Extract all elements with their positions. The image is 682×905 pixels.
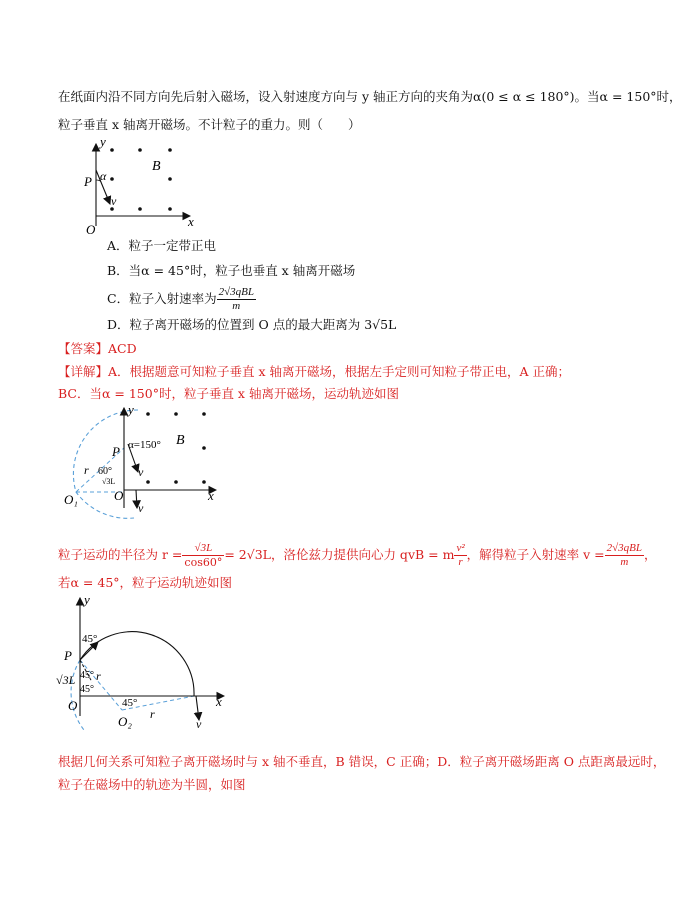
explain-line-4: 若α = 45°，粒子运动轨迹如图 xyxy=(58,575,233,590)
fig1-origin-label: O xyxy=(86,222,96,237)
speed-den: m xyxy=(620,556,629,568)
fig2-angle-label: α=150° xyxy=(128,439,161,451)
explain-line-6: 粒子在磁场中的轨迹为半圆，如图 xyxy=(58,777,246,792)
force-den: r xyxy=(458,556,463,568)
force-num: v² xyxy=(456,542,465,554)
question-line-2: 粒子垂直 x 轴离开磁场。不计粒子的重力。则（ ） xyxy=(58,117,361,132)
fig2-60-label: 60° xyxy=(98,466,112,477)
force-suffix: ，解得粒子入射速率 v = xyxy=(466,547,605,562)
option-c-fraction xyxy=(217,286,256,313)
figure-1 xyxy=(82,134,202,238)
fig3-45-label-1: 45° xyxy=(82,633,98,645)
speed-num: 2√3qBL xyxy=(606,542,643,554)
option-c-prefix: C．粒子入射速率为 xyxy=(107,291,217,306)
radius-mid: = 2√3L，洛伦兹力提供向心力 qvB = m xyxy=(224,547,455,562)
radius-num: √3L xyxy=(182,542,224,556)
fig2-v-label-1: v xyxy=(138,465,144,479)
fig3-45-label-2: 45° xyxy=(80,670,94,681)
fig3-sqrt3l-label: √3L xyxy=(56,673,76,687)
fig2-r-label: r xyxy=(84,463,89,477)
fig2-x-label: x xyxy=(208,488,214,503)
radius-den: cos60° xyxy=(184,556,223,569)
fig3-origin-label: O xyxy=(68,698,78,713)
option-a: A．粒子一定带正电 xyxy=(107,238,217,253)
option-c-num: 2√3qBL xyxy=(218,286,254,298)
fig2-p-label: P xyxy=(112,444,120,459)
radius-fraction xyxy=(182,542,224,569)
fig1-x-label: x xyxy=(188,214,194,229)
fig2-y-label: y xyxy=(128,402,134,417)
fig1-p-label: P xyxy=(84,174,92,189)
fig1-b-label: B xyxy=(152,159,161,174)
fig3-o2-label: O₂ xyxy=(118,714,132,729)
question-line-1: 在纸面内沿不同方向先后射入磁场，设入射速度方向与 y 轴正方向的夹角为α(0 ≤ α ≤ 180°)。当α = 150°时， xyxy=(58,89,682,104)
fig1-v-label: v xyxy=(111,194,117,208)
explain-line-1: 【详解】A．根据题意可知粒子垂直 x 轴离开磁场，根据左手定则可知粒子带正电，A 正确； xyxy=(58,364,571,379)
figure-2 xyxy=(58,404,228,520)
fig3-45-label-3: 45° xyxy=(80,684,94,695)
option-c-den: m xyxy=(232,300,241,312)
fig1-alpha-label: α xyxy=(100,169,107,183)
option-b: B．当α = 45°时，粒子也垂直 x 轴离开磁场 xyxy=(107,263,356,278)
fig3-45-label-4: 45° xyxy=(122,697,138,709)
figure-3 xyxy=(56,594,232,734)
fig2-b-label: B xyxy=(176,433,185,448)
field-dots xyxy=(110,148,172,211)
fig3-p-label: P xyxy=(64,648,72,663)
explain-formula-line xyxy=(58,540,657,570)
speed-end: ， xyxy=(644,547,657,562)
fig1-y-label: y xyxy=(100,134,106,149)
fig2-sqrt3l-label: √3L xyxy=(102,477,116,486)
fig3-r-label-2: r xyxy=(150,707,155,721)
speed-fraction xyxy=(605,542,644,569)
fig3-y-label: y xyxy=(84,592,90,607)
explain-line-5: 根据几何关系可知粒子离开磁场时与 x 轴不垂直，B 错误，C 正确；D．粒子离开磁场距离 O 点距离最远时， xyxy=(58,754,666,769)
fig2-v-label-2: v xyxy=(138,501,144,515)
fig3-x-label: x xyxy=(216,694,222,709)
answer: 【答案】ACD xyxy=(58,341,137,356)
force-fraction xyxy=(454,542,466,569)
option-d: D．粒子离开磁场的位置到 O 点的最大距离为 3√5L xyxy=(107,317,397,332)
explain-line-2: BC．当α = 150°时，粒子垂直 x 轴离开磁场，运动轨迹如图 xyxy=(58,386,399,401)
fig3-r-label-1: r xyxy=(96,669,101,683)
radius-prefix: 粒子运动的半径为 r = xyxy=(58,547,183,562)
fig3-v-label: v xyxy=(196,717,202,731)
fig2-origin-label: O xyxy=(114,488,124,503)
fig2-o1-label: O₁ xyxy=(64,492,78,507)
option-c xyxy=(107,284,256,314)
